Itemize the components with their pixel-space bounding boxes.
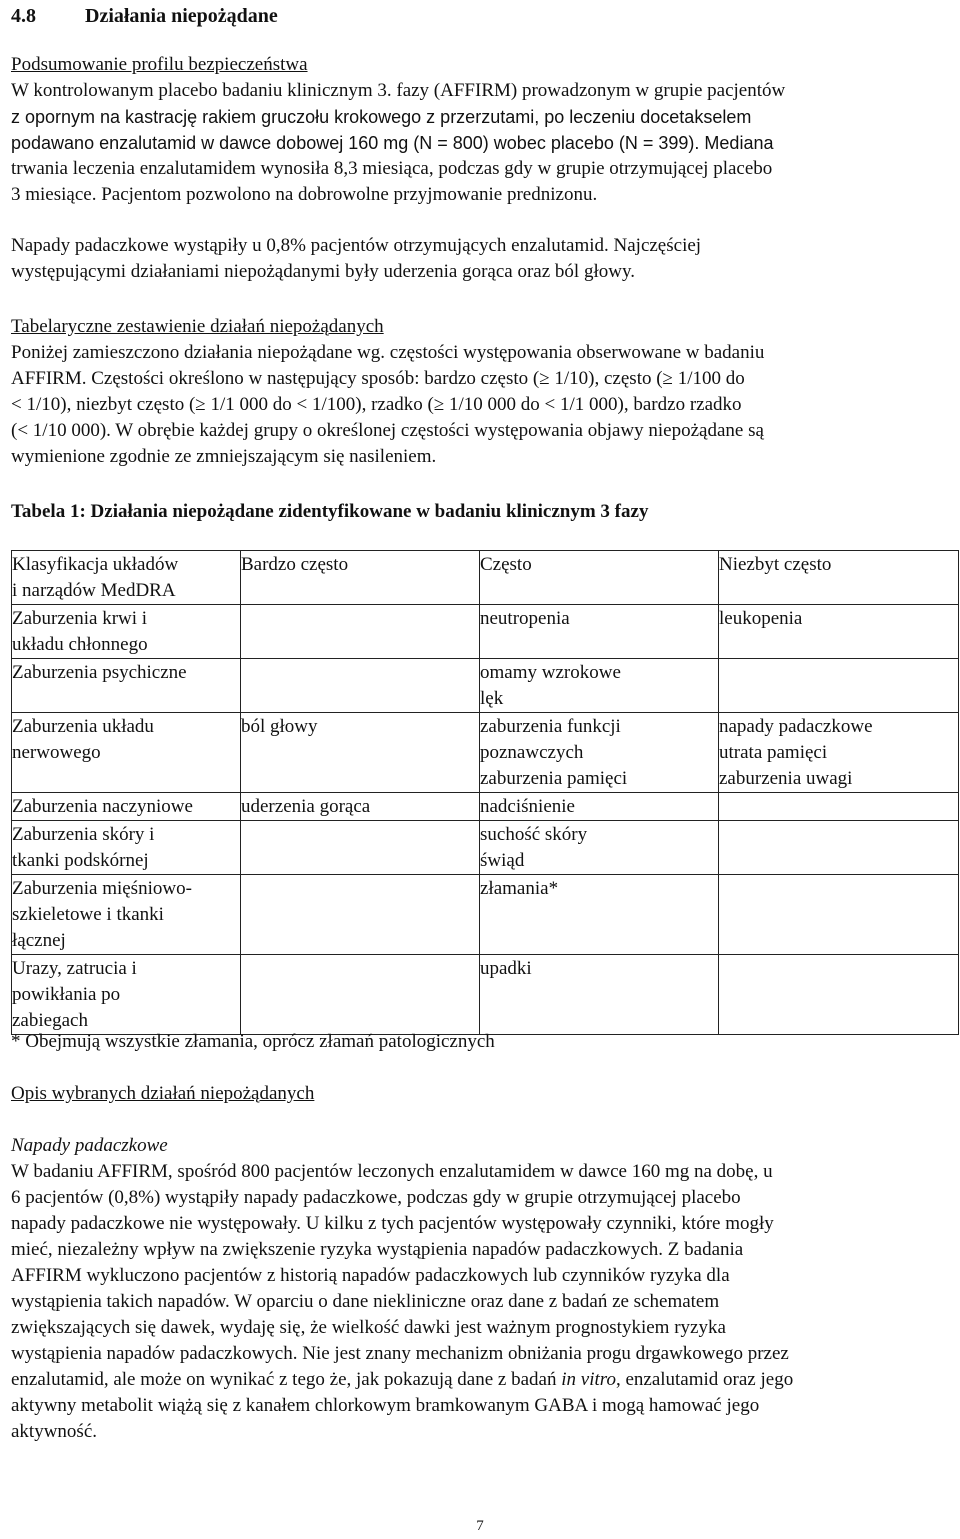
table-row [12,605,959,659]
seizures-line: napady padaczkowe nie występowały. U kilku z tych pacjentów występowały czynniki, które mogły [11,1213,774,1234]
table-cell [241,793,480,821]
table-row [12,713,959,793]
cell-line: utrata pamięci [719,742,828,763]
cell-line: poznawczych [480,742,584,763]
cell-line: neutropenia [480,608,570,629]
seizures-line: wystąpienia napadów padaczkowych. Nie jest znany mechanizm obniżania progu drgawkowego przez [11,1343,789,1364]
table-header-cell [241,551,480,605]
cell-line: nerwowego [12,742,101,763]
cell-line: Często [480,554,532,575]
intro-line: podawano enzalutamid w dawce dobowej 160 mg (N = 800) wobec placebo (N = 399). Mediana [11,133,774,153]
seizures-line: W badaniu AFFIRM, spośród 800 pacjentów leczonych enzalutamidem w dawce 160 mg na dobę, u [11,1161,773,1182]
seizure-line: występującymi działaniami niepożądanymi były uderzenia gorąca oraz ból głowy. [11,261,635,282]
cell-line: Zaburzenia krwi i [12,608,148,629]
freq-line: (< 1/10 000). W obrębie każdej grupy o określonej częstości występowania objawy niepożądane są [11,420,764,441]
table-cell [480,955,719,1035]
table-cell [241,821,480,875]
cell-line: lęk [480,688,504,709]
table-cell [480,875,719,955]
table-cell [241,605,480,659]
table-cell [12,793,241,821]
intro-line: z opornym na kastrację rakiem gruczołu krokowego z przerzutami, po leczeniu docetakselem [11,107,752,127]
cell-line: uderzenia gorąca [241,796,371,817]
section-title: Działania niepożądane [85,5,278,27]
cell-line: układu chłonnego [12,634,148,655]
table-cell [12,955,241,1035]
adverse-reactions-table [11,550,959,1035]
freq-line: wymienione zgodnie ze zmniejszającym się nasileniem. [11,446,437,467]
freq-line: < 1/10), niezbyt często (≥ 1/1 000 do < 1/100), rzadko (≥ 1/10 000 do < 1/1 000), bardzo rzadko [11,394,742,415]
table-cell [241,875,480,955]
cell-line: zaburzenia uwagi [719,768,853,789]
cell-line: nadciśnienie [480,796,575,817]
selected-heading: Opis wybranych działań niepożądanych [11,1083,315,1104]
intro-line: 3 miesiące. Pacjentom pozwolono na dobrowolne przyjmowanie prednizonu. [11,184,598,205]
cell-line: zaburzenia pamięci [480,768,628,789]
table-cell [480,659,719,713]
seizures-line: aktywność. [11,1421,98,1442]
tabular-heading: Tabelaryczne zestawienie działań niepożądanych [11,316,384,337]
table-cell [241,955,480,1035]
intro-line: trwania leczenia enzalutamidem wynosiła 8,3 miesiąca, podczas gdy w grupie otrzymującej placebo [11,158,773,179]
cell-line: Niezbyt często [719,554,832,575]
table-row [12,955,959,1035]
cell-line: i narządów MedDRA [12,580,176,601]
cell-line: Zaburzenia układu [12,716,154,737]
table-cell [719,659,959,713]
safety-summary [11,52,946,208]
table-cell [480,821,719,875]
seizures-line: wystąpienia takich napadów. W oparciu o dane niekliniczne oraz dane z badań ze schematem [11,1291,720,1312]
table-header-cell [719,551,959,605]
seizures-description [11,1133,946,1445]
table-header-row [12,551,959,605]
seizure-line: Napady padaczkowe wystąpiły u 0,8% pacjentów otrzymujących enzalutamid. Najczęściej [11,235,702,256]
table-cell [719,605,959,659]
seizures-line: mieć, niezależny wpływ na zwiększenie ryzyka wystąpienia napadów padaczkowych. Z badania [11,1239,744,1260]
cell-line: suchość skóry [480,824,588,845]
cell-line: złamania* [480,878,559,899]
table-row [12,821,959,875]
safety-heading: Podsumowanie profilu bezpieczeństwa [11,54,308,75]
cell-line: Urazy, zatrucia i [12,958,137,979]
cell-line: szkieletowe i tkanki [12,904,164,925]
cell-line: ból głowy [241,716,318,737]
cell-line: zabiegach [12,1010,88,1031]
cell-line: upadki [480,958,532,979]
seizures-line: AFFIRM wykluczono pacjentów z historią napadów padaczkowych lub czynników ryzyka dla [11,1265,730,1286]
table-cell [480,605,719,659]
intro-line: W kontrolowanym placebo badaniu klinicznym 3. fazy (AFFIRM) prowadzonym w grupie pacjentów [11,80,786,101]
seizures-line: aktywny metabolit wiążą się z kanałem chlorkowym bramkowanym GABA i mogą hamować jego [11,1395,760,1416]
cell-line: zaburzenia funkcji [480,716,621,737]
cell-line: Zaburzenia psychiczne [12,662,187,683]
table-cell [12,713,241,793]
cell-line: leukopenia [719,608,803,629]
cell-line: Zaburzenia mięśniowo- [12,878,192,899]
table-cell [719,955,959,1035]
table-cell [241,713,480,793]
table-cell [241,659,480,713]
freq-line: Poniżej zamieszczono działania niepożądane wg. częstości występowania obserwowane w badaniu [11,342,765,363]
table-cell [480,793,719,821]
table-cell [12,659,241,713]
cell-line: Zaburzenia skóry i [12,824,155,845]
section-number: 4.8 [11,5,36,27]
page-number: 7 [476,1518,484,1534]
cell-line: łącznej [12,930,66,951]
cell-line: tkanki podskórnej [12,850,149,871]
table-header-cell [480,551,719,605]
seizures-subheading: Napady padaczkowe [11,1135,168,1156]
table-cell [12,875,241,955]
cell-line: Klasyfikacja układów [12,554,179,575]
table-cell [12,605,241,659]
seizure-summary [11,233,946,285]
table-cell [719,713,959,793]
cell-line: omamy wzrokowe [480,662,621,683]
cell-line: świąd [480,850,525,871]
table-cell [719,821,959,875]
seizures-line: zwiększających się dawek, wydaję się, że wielkość dawki jest ważnym prognostykiem ryzyka [11,1317,726,1338]
seizures-line: enzalutamid, ale może on wynikać z tego że, jak pokazują dane z badań in vitro, enzalutamid oraz jego [11,1369,794,1390]
table-cell [719,875,959,955]
section-heading [11,3,278,29]
in-vitro-term: in vitro [561,1369,616,1390]
table-footnote: * Obejmują wszystkie złamania, oprócz złamań patologicznych [11,1031,495,1052]
table-cell [12,821,241,875]
frequency-section [11,314,946,470]
seizures-line: 6 pacjentów (0,8%) wystąpiły napady padaczkowe, podczas gdy w grupie otrzymującej placebo [11,1187,741,1208]
cell-line: powikłania po [12,984,121,1005]
cell-line: Zaburzenia naczyniowe [12,796,193,817]
table-header-cell [12,551,241,605]
cell-line: Bardzo często [241,554,349,575]
table-row [12,659,959,713]
freq-line: AFFIRM. Częstości określono w następujący sposób: bardzo często (≥ 1/10), często (≥ 1/100 do [11,368,745,389]
table-row [12,793,959,821]
table-title: Tabela 1: Działania niepożądane zidentyfikowane w badaniu klinicznym 3 fazy [11,501,649,522]
cell-line: napady padaczkowe [719,716,873,737]
table-row [12,875,959,955]
table-cell [719,793,959,821]
table-cell [480,713,719,793]
